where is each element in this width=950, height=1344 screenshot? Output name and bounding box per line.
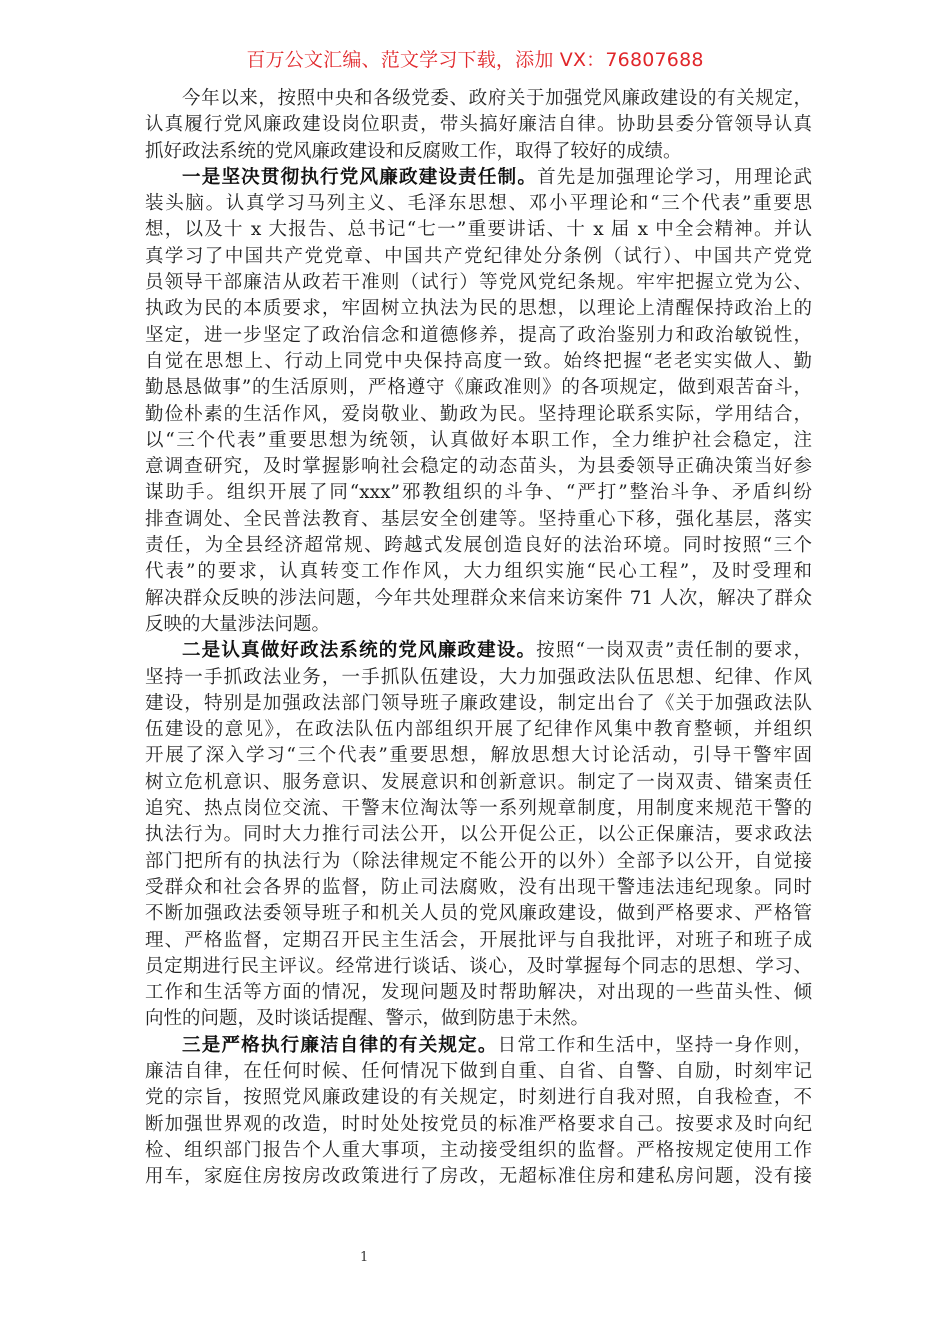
line-text: 理、严格监督，定期召开民主生活会，开展批评与自我批评，对班子和班子成	[145, 929, 812, 951]
text-line	[145, 1059, 812, 1085]
line-text: 执政为民的本质要求，牢固树立执法为民的思想，以理论上清醒保持政治上的	[145, 298, 812, 320]
line-text: 部门把所有的执法行为（除法律规定不能公开的以外）全部予以公开，自觉接	[145, 850, 812, 872]
paragraph-lead-heading: 二是认真做好政法系统的党风廉政建设。	[182, 640, 537, 662]
text-line	[145, 822, 812, 848]
line-text: 坚持一手抓政法业务，一手抓队伍建设，大力加强政法队伍思想、纪律、作风	[145, 666, 812, 688]
text-line	[145, 507, 812, 533]
line-text: 解决群众反映的涉法问题，今年共处理群众来信来访案件 71 人次，解决了群众	[145, 587, 812, 609]
line-text: 受群众和社会各界的监督，防止司法腐败，没有出现干警违法违纪现象。同时	[145, 876, 812, 898]
text-line	[145, 139, 812, 165]
text-line	[145, 1138, 812, 1164]
text-line	[145, 1006, 812, 1032]
text-line	[145, 165, 812, 191]
text-line	[145, 454, 812, 480]
line-text: 首先是加强理论学习，用理论武	[537, 166, 812, 188]
line-text: 意调查研究，及时掌握影响社会稳定的动态苗头，为县委领导正确决策当好参	[145, 456, 812, 478]
text-line	[145, 770, 812, 796]
watermark-header: 百万公文汇编、范文学习下载，添加 VX：76807688	[246, 49, 704, 71]
line-text: 真学习了中国共产党党章、中国共产党纪律处分条例（试行）、中国共产党党	[145, 245, 812, 267]
text-line	[145, 849, 812, 875]
text-line	[145, 954, 812, 980]
line-text: 廉洁自律，在任何时候、任何情况下做到自重、自省、自警、自励，时刻牢记	[145, 1060, 812, 1082]
text-line	[145, 665, 812, 691]
line-text: 党的宗旨，按照党风廉政建设的有关规定，时刻进行自我对照，自我检查，不	[145, 1087, 812, 1109]
line-text: 装头脑。认真学习马列主义、毛泽东思想、邓小平理论和“三个代表”重要思	[145, 193, 812, 215]
line-text: 员定期进行民主评议。经常进行谈话、谈心，及时掌握每个同志的思想、学习、	[145, 955, 812, 977]
paragraph	[145, 165, 812, 638]
text-line	[145, 480, 812, 506]
document-body	[145, 86, 812, 1190]
text-line	[145, 559, 812, 585]
line-text: 追究、热点岗位交流、干警末位淘汰等一系列规章制度，用制度来规范干警的	[145, 798, 812, 820]
paragraph-lead-heading: 一是坚决贯彻执行党风廉政建设责任制。	[182, 166, 538, 188]
text-line	[145, 875, 812, 901]
text-line	[145, 323, 812, 349]
text-line	[145, 1033, 812, 1059]
paragraph	[145, 638, 812, 1032]
line-text: 抓好政法系统的党风廉政建设和反腐败工作，取得了较好的成绩。	[145, 140, 682, 162]
text-line	[145, 112, 812, 138]
text-line	[145, 743, 812, 769]
text-line	[145, 638, 812, 664]
text-line	[145, 296, 812, 322]
text-line	[145, 612, 812, 638]
line-text: 开展了深入学习“三个代表”重要思想，解放思想大讨论活动，引导干警牢固	[145, 745, 812, 767]
line-text: 检、组织部门报告个人重大事项，主动接受组织的监督。严格按规定使用工作	[145, 1139, 812, 1161]
paragraph	[145, 86, 812, 165]
paragraph-lead-heading: 三是严格执行廉洁自律的有关规定。	[182, 1034, 498, 1056]
line-text: 执法行为。同时大力推行司法公开，以公开促公正，以公正保廉洁，要求政法	[145, 824, 812, 846]
line-text: 责任，为全县经济超常规、跨越式发展创造良好的法治环境。同时按照“三个	[145, 535, 812, 557]
text-line	[145, 375, 812, 401]
text-line	[145, 1112, 812, 1138]
text-line	[145, 270, 812, 296]
line-text: 勤俭朴素的生活作风，爱岗敬业、勤政为民。坚持理论联系实际，学用结合，	[145, 403, 812, 425]
line-text: 日常工作和生活中，坚持一身作则，	[497, 1034, 812, 1056]
page-number: 1	[360, 1250, 369, 1265]
text-line	[145, 428, 812, 454]
text-line	[145, 86, 812, 112]
line-text: 断加强世界观的改造，时时处处按党员的标准严格要求自己。按要求及时向纪	[145, 1113, 812, 1135]
line-text: 员领导干部廉洁从政若干准则（试行）等党风党纪条规。牢牢把握立党为公、	[145, 272, 812, 294]
line-text: 勤恳恳做事”的生活原则，严格遵守《廉政准则》的各项规定，做到艰苦奋斗，	[145, 377, 812, 399]
text-line	[145, 586, 812, 612]
text-line	[145, 402, 812, 428]
text-line	[145, 217, 812, 243]
line-text: 不断加强政法委领导班子和机关人员的党风廉政建设，做到严格要求、严格管	[145, 903, 812, 925]
text-line	[145, 901, 812, 927]
line-text: 用车，家庭住房按房改政策进行了房改，无超标准住房和建私房问题，没有接	[145, 1166, 812, 1188]
line-text: 自觉在思想上、行动上同党中央保持高度一致。始终把握“老老实实做人、勤	[145, 350, 812, 372]
paragraph	[145, 1033, 812, 1191]
line-text: 排查调处、全民普法教育、基层安全创建等。坚持重心下移，强化基层，落实	[145, 508, 812, 530]
text-line	[145, 980, 812, 1006]
text-line	[145, 191, 812, 217]
line-text: 认真履行党风廉政建设岗位职责，带头搞好廉洁自律。协助县委分管领导认真	[145, 114, 812, 136]
line-text: 建设，特别是加强政法部门领导班子廉政建设，制定出台了《关于加强政法队	[145, 692, 812, 714]
text-line	[145, 1085, 812, 1111]
text-line	[145, 349, 812, 375]
text-line	[145, 244, 812, 270]
line-text: 坚定，进一步坚定了政治信念和道德修养，提高了政治鉴别力和政治敏锐性，	[145, 324, 812, 346]
line-text: 代表”的要求，认真转变工作作风，大力组织实施“民心工程”，及时受理和	[145, 561, 812, 583]
line-text: 谋助手。组织开展了同“xxx”邪教组织的斗争、“严打”整治斗争、矛盾纠纷	[145, 482, 812, 504]
line-text: 工作和生活等方面的情况，发现问题及时帮助解决，对出现的一些苗头性、倾	[145, 982, 812, 1004]
line-text: 反映的大量涉法问题。	[145, 613, 331, 635]
line-text: 以“三个代表”重要思想为统领，认真做好本职工作，全力维护社会稳定，注	[145, 429, 812, 451]
line-text: 伍建设的意见》，在政法队伍内部组织开展了纪律作风集中教育整顿，并组织	[145, 719, 812, 741]
text-line	[145, 717, 812, 743]
text-line	[145, 1164, 812, 1190]
text-line	[145, 796, 812, 822]
line-text: 今年以来，按照中央和各级党委、政府关于加强党风廉政建设的有关规定，	[182, 88, 812, 109]
line-text: 向性的问题，及时谈话提醒、警示，做到防患于未然。	[145, 1008, 590, 1030]
line-text: 想，以及十 x 大报告、总书记“七一”重要讲话、十 x 届 x 中全会精神。并认	[145, 219, 812, 241]
line-text: 树立危机意识、服务意识、发展意识和创新意识。制定了一岗双责、错案责任	[145, 771, 812, 793]
text-line	[145, 691, 812, 717]
text-line	[145, 928, 812, 954]
line-text: 按照“一岗双责”责任制的要求，	[536, 640, 812, 662]
text-line	[145, 533, 812, 559]
